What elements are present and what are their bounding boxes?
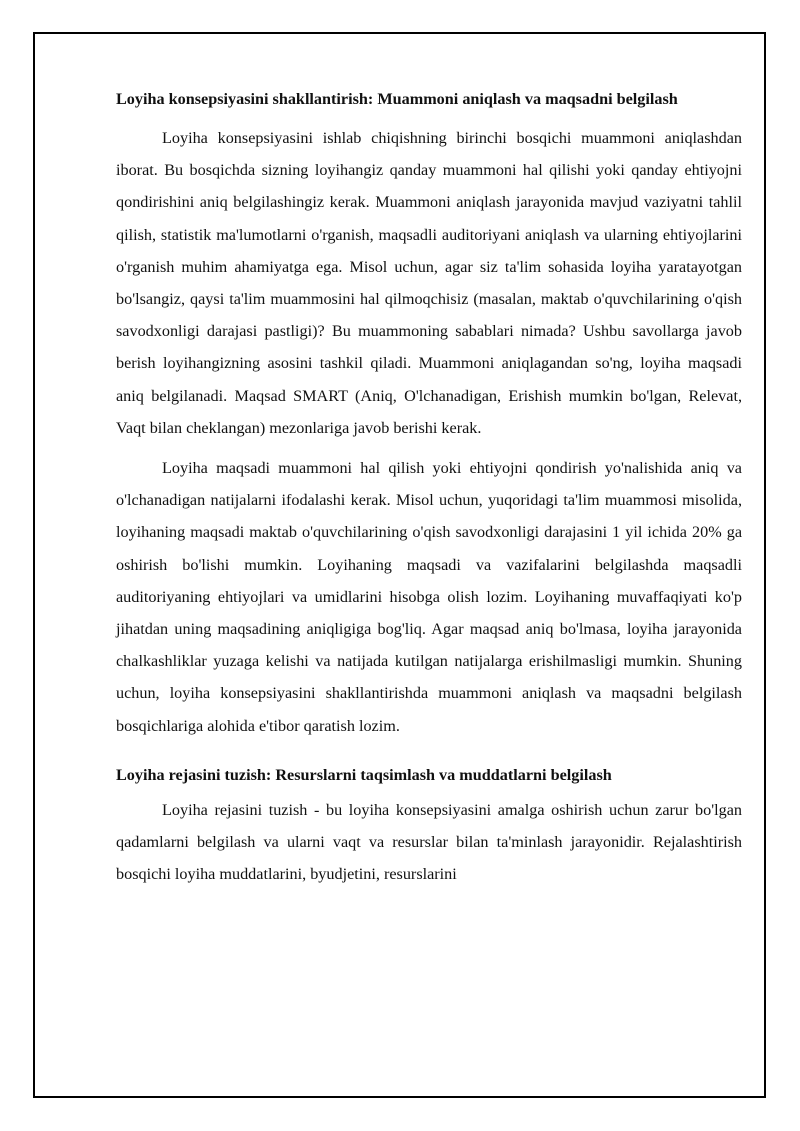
section-heading-plan: Loyiha rejasini tuzish: Resurslarni taqsimlash va muddatlarni belgilash: [116, 765, 612, 784]
section-heading-concept: Loyiha konsepsiyasini shakllantirish: Muammoni aniqlash va maqsadni belgilash: [116, 90, 678, 108]
document-body: [116, 88, 742, 890]
paragraph-project-goal: Loyiha maqsadi muammoni hal qilish yoki ehtiyojni qondirish yo'nalishida aniq va o'lchanadigan natijalarni ifodalashi kerak. Misol uchun, yuqoridagi ta'lim muammosi misolida, loyihaning maqsadi maktab o'quvchilarining o'qish savodxonligi darajasini 1 yil ichida 20% ga oshirish bo'lishi mumkin. Loyihaning maqsadi va vazifalarini belgilashda maqsadli auditoriyaning ehtiyojlari va umidlarini hisobga olish lozim. Loyihaning muvaffaqiyati ko'p jihatdan uning maqsadining aniqligiga bog'liq. Agar maqsad aniq bo'lmasa, loyiha jarayonida chalkashliklar yuzaga kelishi va natijada kutilgan natijalarga erishilmasligi mumkin. Shuning uchun, loyiha konsepsiyasini shakllantirishda muammoni aniqlash va maqsadni belgilash bosqichlariga alohida e'tibor qaratish lozim.: [116, 459, 742, 735]
paragraph-problem-definition: Loyiha konsepsiyasini ishlab chiqishning birinchi bosqichi muammoni aniqlashdan iborat. Bu bosqichda sizning loyihangiz qanday muammoni hal qilishi yoki qanday ehtiyojni qondirishini aniq belgilashingiz kerak. Muammoni aniqlash jarayonida mavjud vaziyatni tahlil qilish, statistik ma'lumotlarni o'rganish, maqsadli auditoriyani aniqlash va ularning ehtiyojlarini o'rganish muhim ahamiyatga ega. Misol uchun, agar siz ta'lim sohasida loyiha yaratayotgan bo'lsangiz, qaysi ta'lim muammosini hal qilmoqchisiz (masalan, maktab o'quvchilarining o'qish savodxonligi darajasi pastligi)? Bu muammoning sabablari nimada? Ushbu savollarga javob berish loyihangizning asosini tashkil qiladi. Muammoni aniqlagandan so'ng, loyiha maqsadi aniq belgilanadi. Maqsad SMART (Aniq, O'lchanadigan, Erishish mumkin bo'lgan, Relevat, Vaqt bilan cheklangan) mezonlariga javob berishi kerak.: [116, 129, 742, 437]
paragraph-project-plan: Loyiha rejasini tuzish - bu loyiha konsepsiyasini amalga oshirish uchun zarur bo'lgan qadamlarni belgilash va ularni vaqt va resurslar bilan ta'minlash jarayonidir. Rejalashtirish bosqichi loyiha muddatlarini, byudjetini, resurslarini: [116, 800, 742, 884]
